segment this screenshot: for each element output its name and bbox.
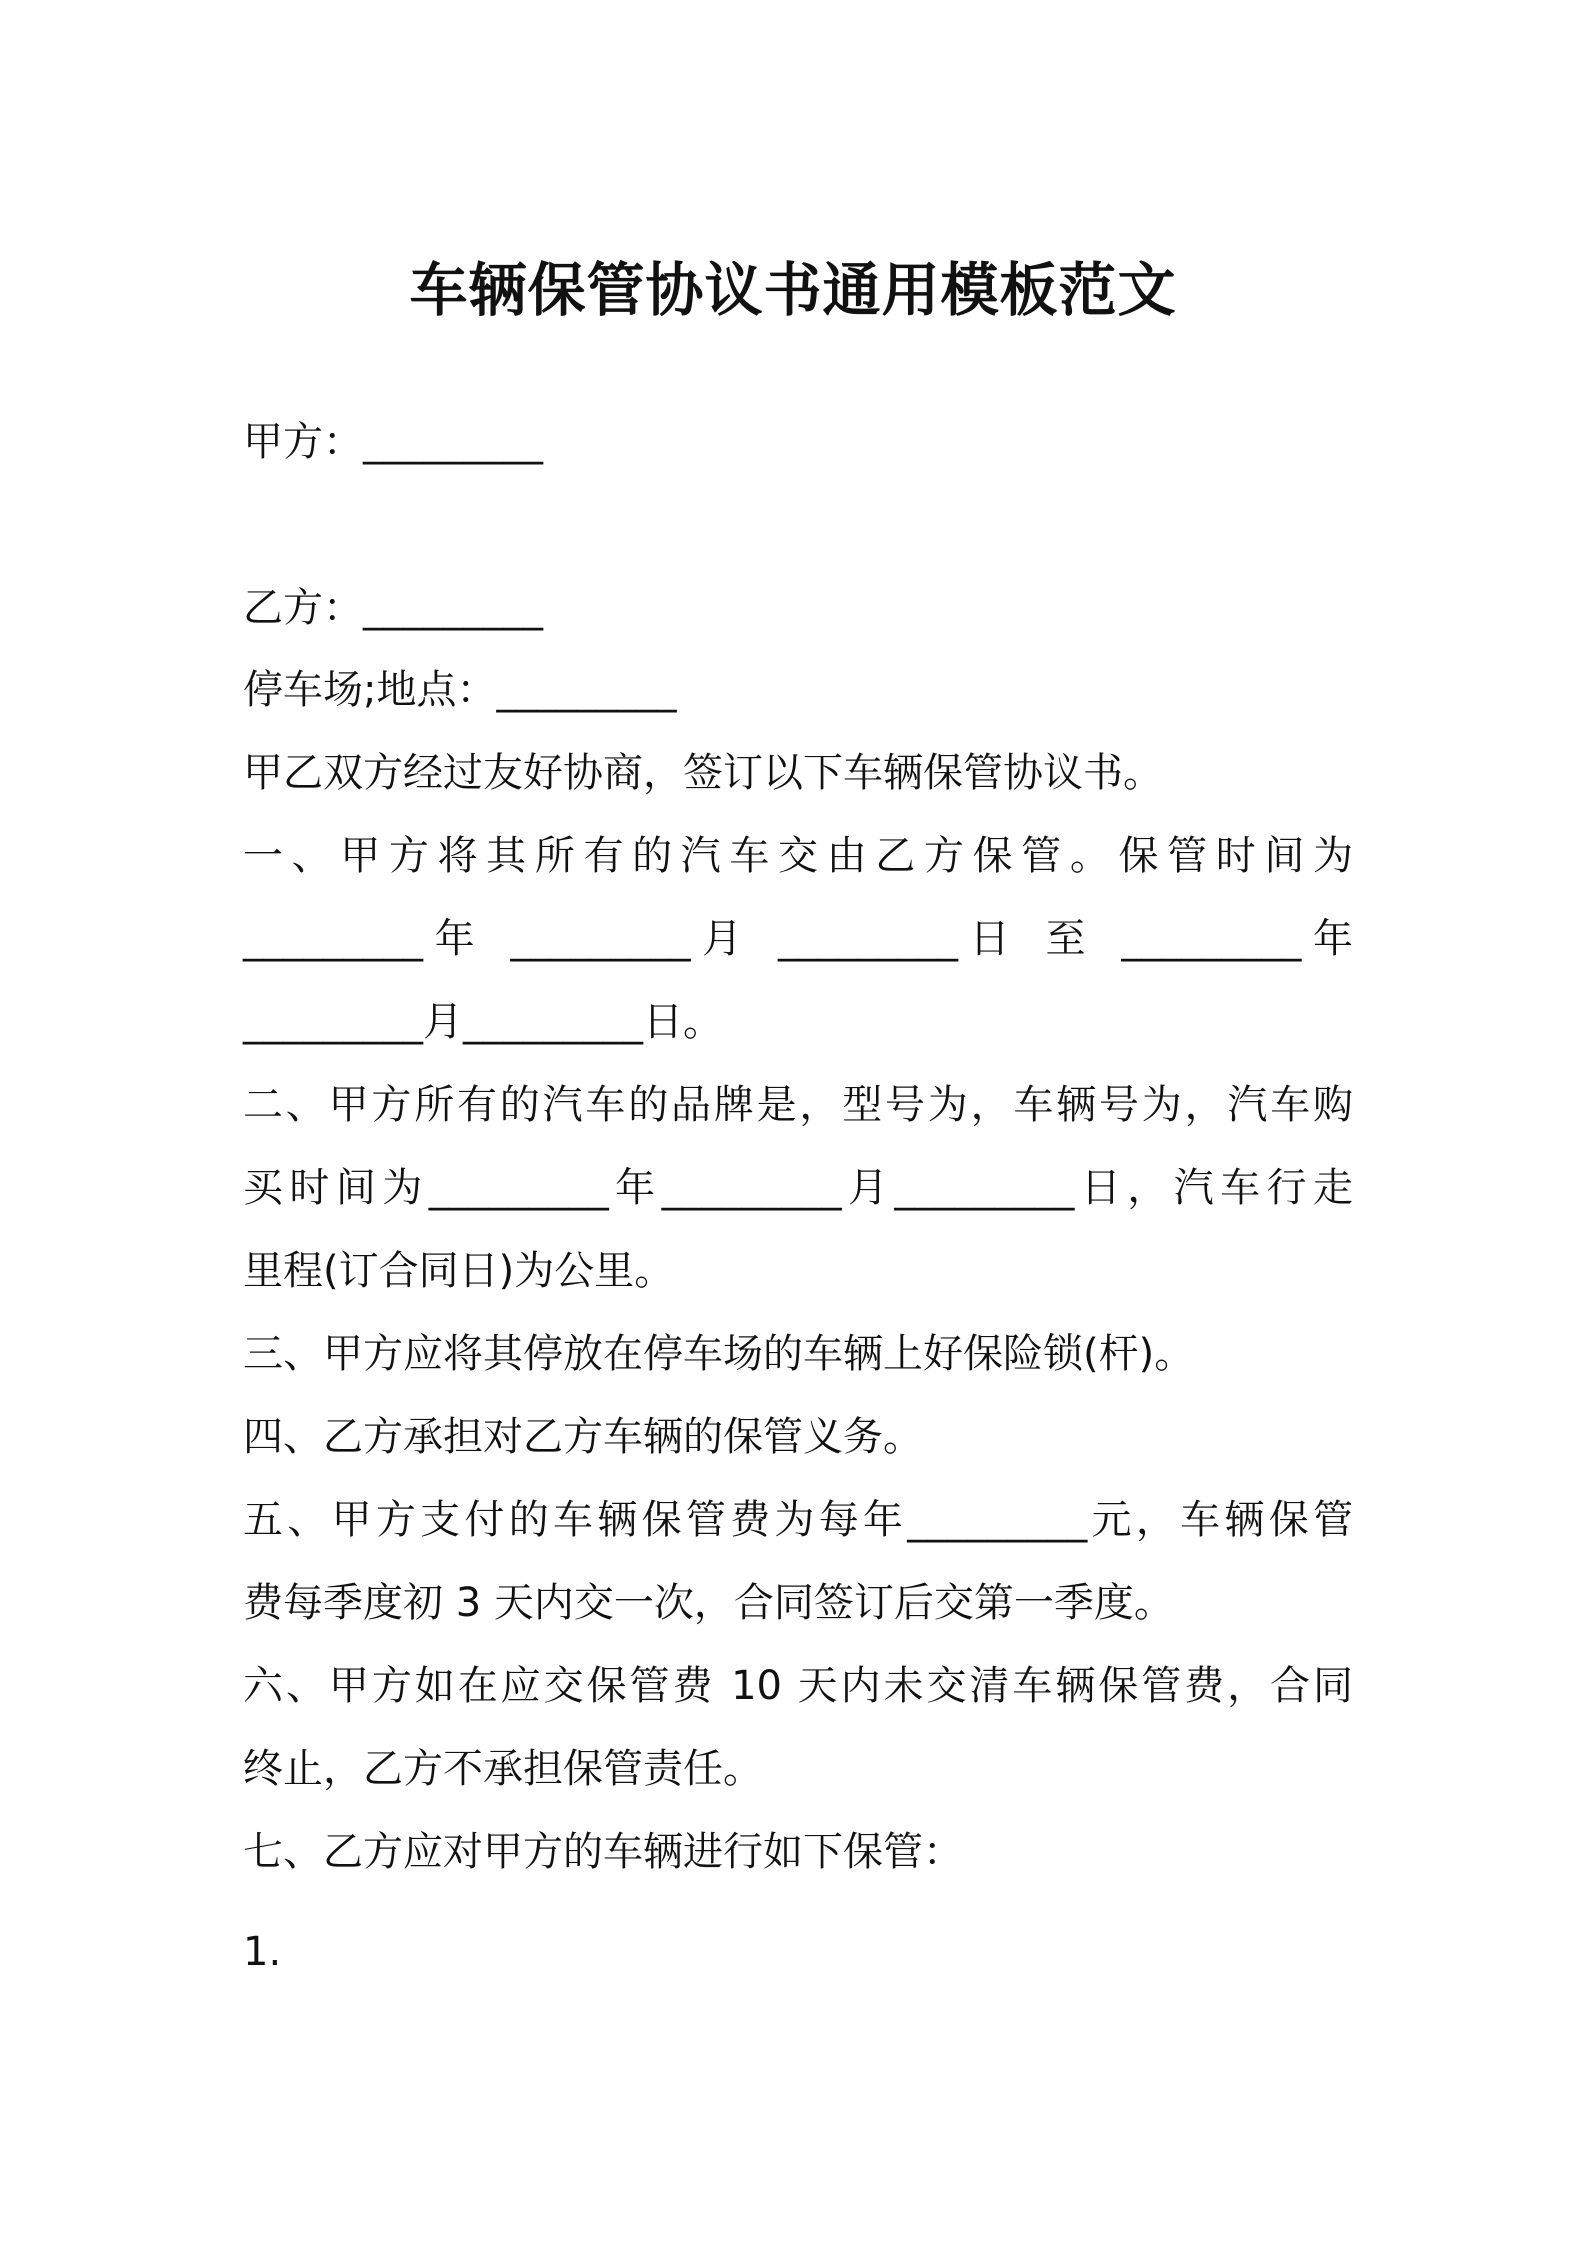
clause-1-line-2: _________年 _________月 _________日 至 _________年 (243, 916, 1353, 962)
clause-2-line-3: 里程(订合同日)为公里。 (243, 1248, 675, 1294)
clause-5-line-1: 五、甲方支付的车辆保管费为每年_________元，车辆保管 (243, 1497, 1353, 1543)
document-title: 车辆保管协议书通用模板范文 (409, 256, 1177, 324)
clause-6-line-1: 六、甲方如在应交保管费 10 天内未交清车辆保管费，合同 (243, 1663, 1353, 1709)
clause-2-line-2: 买时间为_________年_________月_________日，汽车行走 (243, 1165, 1353, 1211)
intro-line: 甲乙双方经过友好协商，签订以下车辆保管协议书。 (243, 750, 1163, 796)
clause-5-line-2: 费每季度初 3 天内交一次，合同签订后交第一季度。 (243, 1580, 1174, 1626)
clause-1-line-3: _________月_________日。 (243, 999, 723, 1045)
clause-4-line: 四、乙方承担对乙方车辆的保管义务。 (243, 1414, 923, 1460)
party-a-line: 甲方：_________ (243, 419, 543, 465)
clause-1-line-1: 一、甲方将其所有的汽车交由乙方保管。保管时间为 (243, 833, 1353, 879)
clause-3-line: 三、甲方应将其停放在停车场的车辆上好保险锁(杆)。 (243, 1331, 1195, 1377)
clause-7-item-1: 1. (243, 1929, 282, 1975)
parking-location-line: 停车场;地点：_________ (243, 667, 677, 713)
clause-7-line: 七、乙方应对甲方的车辆进行如下保管： (243, 1829, 963, 1875)
party-b-line: 乙方：_________ (243, 585, 543, 631)
clause-2-line-1: 二、甲方所有的汽车的品牌是，型号为，车辆号为，汽车购 (243, 1082, 1353, 1128)
clause-6-line-2: 终止，乙方不承担保管责任。 (243, 1746, 763, 1792)
